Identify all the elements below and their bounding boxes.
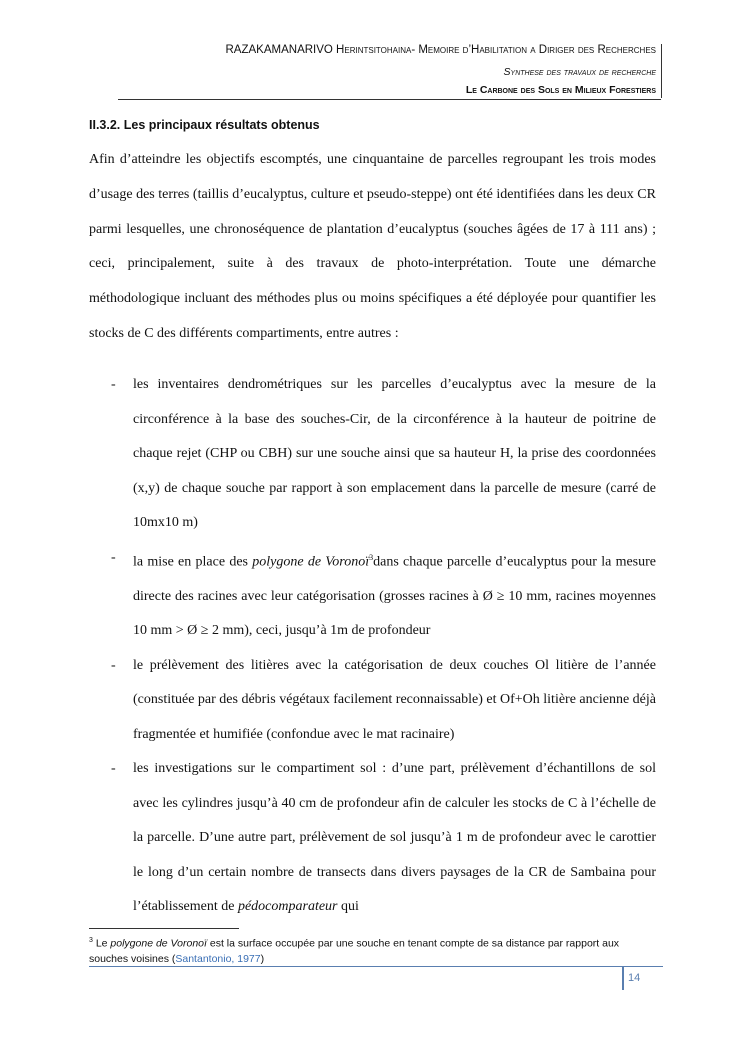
footnote-italic: polygone de Voronoï bbox=[110, 937, 207, 950]
list-item-text: le prélèvement des litières avec la catégorisation de deux couches Ol litière de l’année (constituée par des débris végétaux facilement reconnaissable) et Of+Oh litière ancienne déjà fragmentée et humifiée (confondue avec le mat racinaire) bbox=[133, 657, 656, 742]
italic-term: pédocomparateur bbox=[237, 899, 338, 915]
list-item-text: qui bbox=[337, 899, 359, 915]
list-item-text: dans chaque parcelle d’eucalyptus pour la mesure directe des racines avec leur catégorisation (grosses racines à Ø ≥ 10 mm, racines moyennes 10 mm > Ø ≥ 2 mm), ceci, jusqu’à 1m de profondeur bbox=[133, 554, 657, 639]
footer-rule bbox=[89, 966, 663, 967]
body-paragraph: Afin d’atteindre les objectifs escomptés, une cinquantaine de parcelles regroupant les trois modes d’usage des terres (taillis d’eucalyptus, culture et pseudo-steppe) ont été identifiées dans les deux CR parmi lesquelles, une chronoséquence de plantation d’eucalyptus (souches âgées de 17 à 111 ans) ; ceci, principalement, suite à des travaux de photo-interprétation. Toute une démarche méthodologique incluant des méthodes plus ou moins spécifiques a été déployée pour quantifier les stocks de C des différents compartiments, entre autres : bbox=[89, 152, 656, 341]
bullet-dash: - bbox=[111, 761, 116, 777]
list-item-text: les investigations sur le compartiment sol : d’une part, prélèvement d’échantillons de sol avec les cylindres jusqu’à 40 cm de profondeur afin de calculer les stocks de C à l’échelle de la parcelle. D’une autre part, prélèvement de sol jusqu’à 1 m de profondeur avec le carottier le long d’un certain nombre de transects dans divers paysages de la CR de Sambaina pour l’établissement de bbox=[133, 761, 656, 915]
footnote bbox=[89, 933, 659, 967]
footnote-ref: 3 bbox=[369, 552, 374, 562]
header-author: RAZAKAMANARIVO Herintsitohaina bbox=[225, 44, 412, 56]
italic-term: polygone de Voronoï bbox=[252, 554, 370, 570]
bullet-dash: - bbox=[111, 549, 116, 565]
list-item bbox=[89, 368, 656, 541]
page-number: 14 bbox=[628, 972, 641, 984]
header-vertical-rule bbox=[661, 44, 662, 98]
list-item bbox=[89, 541, 656, 649]
footnote-text-pre: Le bbox=[92, 937, 111, 950]
list-item bbox=[89, 649, 656, 753]
footnote-text: est la surface occupée par une souche en tenant compte de sa distance par rapport aux souches voisines ( bbox=[89, 937, 620, 965]
list-item-text: la mise en place des bbox=[133, 554, 253, 570]
header-chapter: Le Carbone des Sols en Milieux Forestiers bbox=[465, 84, 656, 96]
header-horizontal-rule bbox=[118, 99, 661, 100]
footer-vertical-rule bbox=[622, 966, 624, 990]
bullet-dash: - bbox=[111, 657, 116, 673]
list-item-text: les inventaires dendrométriques sur les parcelles d’eucalyptus avec la mesure de la circonférence à la base des souches-Cir, de la circonférence à la hauteur de poitrine de chaque rejet (CHP ou CBH) sur une souche ainsi que sa hauteur H, la prise des coordonnées (x,y) de chaque souche par rapport à son emplacement dans la parcelle de mesure (carré de 10mx10 m) bbox=[133, 377, 656, 530]
footnote-citation-link[interactable]: Santantonio, 1977 bbox=[175, 952, 261, 965]
header-title bbox=[226, 44, 657, 56]
footnote-close: ) bbox=[260, 952, 265, 965]
method-list bbox=[89, 368, 656, 925]
footnote-number: 3 bbox=[89, 937, 93, 944]
footnote-separator bbox=[89, 928, 239, 929]
list-item bbox=[89, 752, 656, 925]
bullet-dash: - bbox=[111, 377, 116, 392]
header-title-rest: - Memoire d’Habilitation a Diriger des Recherches bbox=[411, 44, 656, 56]
section-title: II.3.2. Les principaux résultats obtenus bbox=[89, 118, 320, 132]
header-subtitle: Synthese des travaux de recherche bbox=[503, 66, 656, 78]
